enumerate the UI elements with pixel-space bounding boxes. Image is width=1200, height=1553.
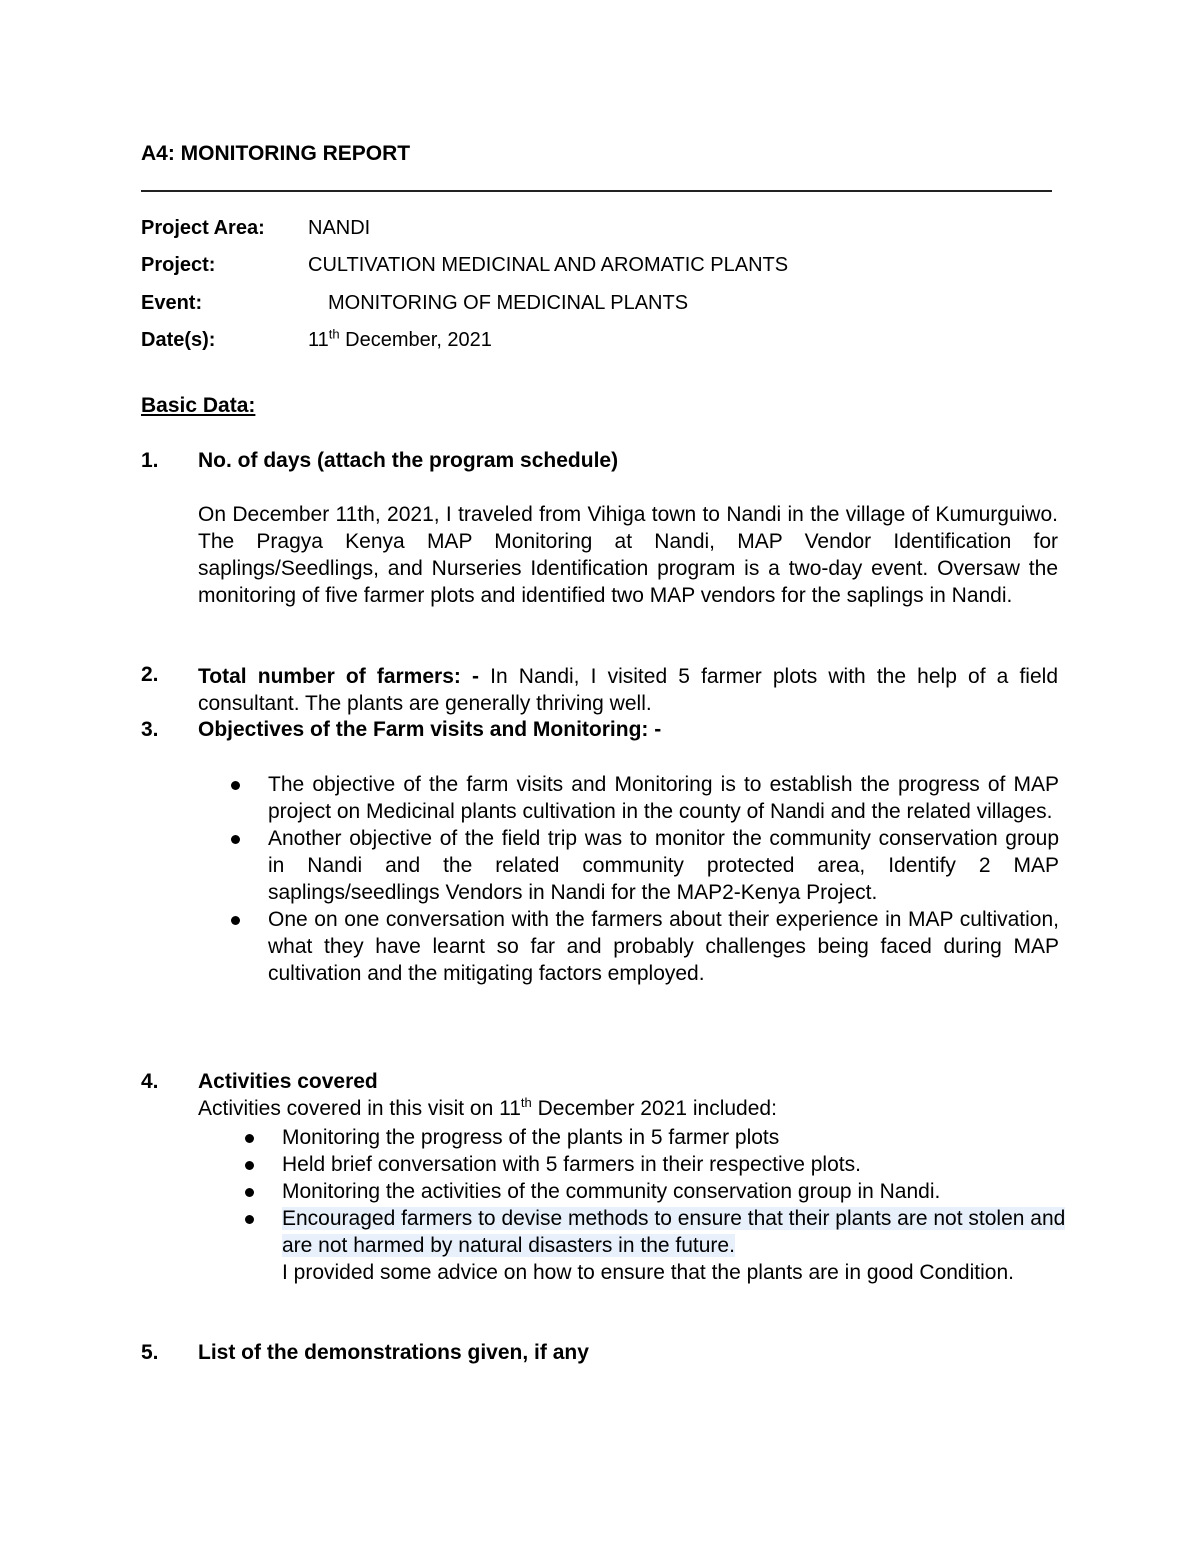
- section-5-heading: List of the demonstrations given, if any: [198, 1341, 589, 1364]
- section-4-intro-b: December 2021 included:: [531, 1097, 777, 1120]
- title-divider: [141, 190, 1052, 192]
- section-2-number: 2.: [141, 663, 159, 686]
- dates-sup: th: [328, 326, 340, 342]
- section-2-text: In Nandi, I visited 5 farmer plots with the help of a field consultant. The plants are generally thriving well.: [198, 665, 1059, 715]
- bullet-icon: [231, 835, 240, 844]
- objective-text: One on one conversation with the farmers about their experience in MAP cultivation, what they have learnt so far and probably challenges being faced during MAP cultivation and the mitigating factors employed.: [268, 908, 1059, 985]
- project-area-value: NANDI: [308, 217, 371, 239]
- section-4-number: 4.: [141, 1070, 159, 1093]
- section-1-heading: No. of days (attach the program schedule): [198, 449, 619, 472]
- project-area-label: Project Area:: [141, 217, 265, 239]
- bullet-icon: [231, 916, 240, 925]
- list-item: [245, 1178, 1075, 1205]
- basic-data-heading: Basic Data:: [141, 394, 256, 417]
- section-1-number: 1.: [141, 449, 159, 472]
- objectives-list: [231, 771, 1059, 987]
- activity-text: Held brief conversation with 5 farmers in their respective plots.: [282, 1153, 861, 1176]
- bullet-icon: [245, 1161, 254, 1170]
- section-2-heading: Total number of farmers: -: [198, 665, 480, 688]
- project-value: CULTIVATION MEDICINAL AND AROMATIC PLANTS: [308, 254, 789, 276]
- section-2-paragraph: [198, 663, 1058, 717]
- section-4-intro: [198, 1097, 777, 1121]
- section-4-heading: Activities covered: [198, 1070, 378, 1093]
- section-5-number: 5.: [141, 1341, 159, 1364]
- activity-text: Monitoring the progress of the plants in 5 farmer plots: [282, 1126, 780, 1149]
- section-1-text: On December 11th, 2021, I traveled from Vihiga town to Nandi in the village of Kumurguiwo. The Pragya Kenya MAP Monitoring at Nandi, MAP Vendor Identification for saplings/Seedlings, and Nurseries Identification program is a two-day event. Oversaw the monitoring of five farmer plots and identified two MAP vendors for the saplings in Nandi.: [198, 503, 1058, 607]
- section-4-intro-a: Activities covered in this visit on 11: [198, 1097, 521, 1120]
- highlighted-activity-text: Encouraged farmers to devise methods to ensure that their plants are not stolen and are not harmed by natural disasters in the future.: [282, 1207, 1066, 1257]
- objective-text: The objective of the farm visits and Monitoring is to establish the progress of MAP project on Medicinal plants cultivation in the county of Nandi and the related villages.: [268, 773, 1059, 823]
- list-item: [245, 1151, 1075, 1178]
- activities-list: [245, 1124, 1075, 1286]
- list-item: [231, 771, 1059, 825]
- list-item: [245, 1205, 1075, 1286]
- dates-day: 11: [308, 329, 329, 351]
- activity-followup-text: I provided some advice on how to ensure that the plants are in good Condition.: [282, 1261, 1014, 1284]
- bullet-icon: [231, 781, 240, 790]
- section-3-number: 3.: [141, 718, 159, 741]
- section-4-intro-sup: th: [520, 1095, 532, 1110]
- bullet-icon: [245, 1215, 254, 1224]
- dates-label: Date(s):: [141, 329, 216, 351]
- list-item: [231, 825, 1059, 906]
- report-title: A4: MONITORING REPORT: [141, 142, 411, 165]
- dates-value: [308, 326, 492, 352]
- bullet-icon: [245, 1134, 254, 1143]
- dates-rest: December, 2021: [339, 329, 492, 351]
- project-label: Project:: [141, 254, 216, 276]
- section-3-heading: Objectives of the Farm visits and Monitoring: -: [198, 718, 662, 741]
- bullet-icon: [245, 1188, 254, 1197]
- event-value: MONITORING OF MEDICINAL PLANTS: [328, 292, 689, 314]
- objective-text: Another objective of the field trip was to monitor the community conservation group in Nandi and the related community protected area, Identify 2 MAP saplings/seedlings Vendors in Nandi for the MAP2-Kenya Project.: [268, 827, 1059, 904]
- event-label: Event:: [141, 292, 203, 314]
- activity-text: Monitoring the activities of the community conservation group in Nandi.: [282, 1180, 941, 1203]
- section-1-paragraph: [198, 501, 1058, 609]
- list-item: [245, 1124, 1075, 1151]
- list-item: [231, 906, 1059, 987]
